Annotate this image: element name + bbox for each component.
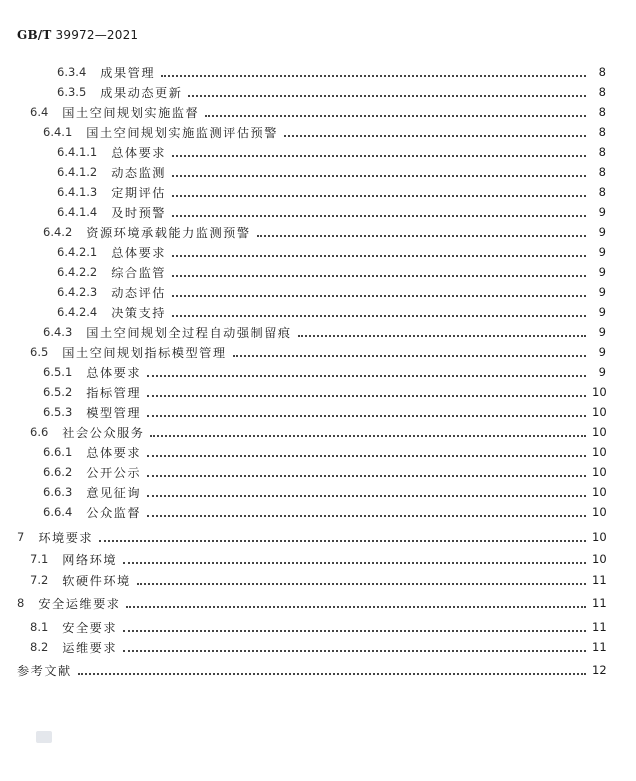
dot-leader	[147, 374, 586, 377]
document-header	[17, 28, 138, 42]
toc-entry-number: 6.4.1.1	[57, 145, 98, 159]
toc-entry-page: 9	[598, 265, 606, 279]
dot-leader	[172, 154, 586, 157]
dot-leader	[147, 454, 586, 457]
toc-entry-title: 社会公众服务	[62, 425, 145, 440]
toc-entry-title: 总体要求	[86, 365, 142, 380]
toc-entry-page: 11	[592, 620, 607, 634]
toc-entry-title: 安全运维要求	[38, 596, 121, 611]
toc-entry-title: 成果动态更新	[100, 85, 183, 100]
dot-leader	[284, 134, 586, 137]
toc-entry-title: 总体要求	[86, 445, 142, 460]
toc-entry-page: 9	[598, 225, 606, 239]
toc-entry[interactable]	[30, 422, 606, 442]
dot-leader	[99, 539, 586, 542]
toc-entry-title: 公众监督	[86, 505, 142, 520]
toc-entry[interactable]	[30, 549, 606, 569]
dot-leader	[257, 234, 586, 237]
toc-entry-page: 9	[598, 345, 606, 359]
dot-leader	[205, 114, 586, 117]
toc-entry-page: 9	[598, 365, 606, 379]
toc-entry-page: 10	[592, 385, 607, 399]
toc-entry-number: 6.4.3	[43, 325, 73, 339]
toc-entry-number: 6.6.4	[43, 505, 73, 519]
toc-entry[interactable]	[43, 122, 606, 142]
dot-leader	[161, 74, 586, 77]
standard-code: GB/T	[17, 28, 52, 42]
dot-leader	[233, 354, 586, 357]
toc-entry[interactable]	[30, 342, 606, 362]
toc-entry-title: 网络环境	[62, 552, 118, 567]
toc-entry-page: 8	[598, 185, 606, 199]
toc-entry-page: 9	[598, 205, 606, 219]
dot-leader	[298, 334, 586, 337]
dot-leader	[126, 605, 586, 608]
toc-entry[interactable]	[30, 637, 606, 657]
toc-entry-page: 10	[592, 485, 607, 499]
toc-entry-title: 国土空间规划实施监督	[62, 105, 200, 120]
toc-entry-page: 8	[598, 145, 606, 159]
toc-entry-title: 公开公示	[86, 465, 142, 480]
toc-entry-title: 指标管理	[86, 385, 142, 400]
toc-entry[interactable]	[57, 82, 606, 102]
toc-entry-number: 6.5.1	[43, 365, 73, 379]
toc-entry-number: 6.4	[30, 105, 49, 119]
dot-leader	[172, 314, 586, 317]
toc-entry[interactable]	[43, 382, 606, 402]
dot-leader	[188, 94, 586, 97]
dot-leader	[172, 274, 586, 277]
toc-entry-title: 成果管理	[100, 65, 156, 80]
toc-entry-page: 10	[592, 465, 607, 479]
toc-entry-page: 8	[598, 105, 606, 119]
toc-entry-page: 8	[598, 125, 606, 139]
toc-entry-number: 6.3.5	[57, 85, 87, 99]
toc-entry-number: 6.4.1.4	[57, 205, 98, 219]
toc-entry-page: 10	[592, 405, 607, 419]
toc-entry-page: 9	[598, 285, 606, 299]
toc-entry-page: 11	[592, 573, 607, 587]
toc-entry-number: 6.4.1.2	[57, 165, 98, 179]
toc-entry-page: 8	[598, 65, 606, 79]
toc-entry[interactable]	[57, 182, 606, 202]
toc-entry-title: 总体要求	[111, 245, 166, 260]
toc-entry[interactable]	[17, 593, 606, 613]
toc-entry-title: 参考文献	[17, 663, 72, 678]
toc-entry[interactable]	[43, 362, 606, 382]
toc-entry-number: 7	[17, 530, 25, 544]
toc-entry-title: 软硬件环境	[62, 573, 131, 588]
toc-entry-number: 6.6.3	[43, 485, 73, 499]
toc-entry-title: 综合监管	[111, 265, 166, 280]
toc-entry[interactable]	[17, 527, 606, 547]
toc-entry-page: 10	[592, 445, 607, 459]
toc-entry-number: 6.6.1	[43, 445, 73, 459]
toc-entry[interactable]	[43, 462, 606, 482]
toc-entry[interactable]	[57, 262, 606, 282]
toc-entry-title: 环境要求	[38, 530, 94, 545]
dot-leader	[172, 174, 586, 177]
toc-entry-title: 决策支持	[111, 305, 166, 320]
toc-entry-number: 6.4.1	[43, 125, 73, 139]
dot-leader	[78, 672, 586, 675]
toc-entry-references[interactable]	[17, 660, 606, 680]
toc-entry-number: 6.5.2	[43, 385, 73, 399]
toc-entry-page: 8	[598, 85, 606, 99]
dot-leader	[147, 394, 586, 397]
toc-entry-title: 意见征询	[86, 485, 142, 500]
standard-number: 39972—2021	[55, 28, 139, 42]
toc-entry-number: 8.1	[30, 620, 49, 634]
toc-entry-title: 定期评估	[111, 185, 166, 200]
toc-entry-title: 动态评估	[111, 285, 166, 300]
toc-entry-number: 8	[17, 596, 25, 610]
toc-entry-title: 资源环境承载能力监测预警	[86, 225, 251, 240]
dot-leader	[123, 649, 586, 652]
toc-entry-number: 7.1	[30, 552, 49, 566]
toc-entry-page: 10	[592, 505, 607, 519]
toc-entry[interactable]	[30, 570, 606, 590]
toc-entry-number: 6.4.2.2	[57, 265, 98, 279]
toc-entry-page: 9	[598, 325, 606, 339]
toc-entry-title: 总体要求	[111, 145, 166, 160]
toc-entry[interactable]	[57, 142, 606, 162]
dot-leader	[172, 194, 586, 197]
toc-entry-page: 11	[592, 640, 607, 654]
toc-entry[interactable]	[57, 62, 606, 82]
toc-entry-number: 7.2	[30, 573, 49, 587]
toc-entry-number: 6.6.2	[43, 465, 73, 479]
toc-entry-page: 11	[592, 596, 607, 610]
toc-entry-title: 国土空间规划指标模型管理	[62, 345, 227, 360]
watermark-mark	[36, 731, 52, 743]
toc-entry[interactable]	[43, 442, 606, 462]
dot-leader	[172, 254, 586, 257]
toc-entry[interactable]	[43, 482, 606, 502]
toc-entry[interactable]	[57, 242, 606, 262]
toc-entry-number: 6.3.4	[57, 65, 87, 79]
toc-entry-page: 10	[592, 552, 607, 566]
toc-entry[interactable]	[43, 322, 606, 342]
dot-leader	[147, 494, 586, 497]
toc-entry-title: 模型管理	[86, 405, 142, 420]
toc-entry-page: 8	[598, 165, 606, 179]
dot-leader	[172, 214, 586, 217]
toc-entry-page: 9	[598, 305, 606, 319]
toc-entry[interactable]	[30, 102, 606, 122]
dot-leader	[172, 294, 586, 297]
toc-entry[interactable]	[57, 282, 606, 302]
dot-leader	[137, 582, 586, 585]
toc-entry-number: 6.4.2.4	[57, 305, 98, 319]
dot-leader	[147, 474, 586, 477]
toc-entry[interactable]	[57, 202, 606, 222]
toc-entry[interactable]	[57, 162, 606, 182]
dot-leader	[147, 414, 586, 417]
toc-entry-title: 运维要求	[62, 640, 118, 655]
toc-entry-number: 6.5	[30, 345, 49, 359]
toc-entry-title: 动态监测	[111, 165, 166, 180]
dot-leader	[150, 434, 586, 437]
toc-entry-number: 6.4.2.1	[57, 245, 98, 259]
toc-entry-number: 6.4.1.3	[57, 185, 98, 199]
toc-entry-page: 9	[598, 245, 606, 259]
toc-entry-number: 6.4.2.3	[57, 285, 98, 299]
toc-entry-title: 国土空间规划实施监测评估预警	[86, 125, 278, 140]
toc-entry[interactable]	[43, 402, 606, 422]
toc-entry-page: 10	[592, 425, 607, 439]
toc-entry-page: 12	[592, 663, 607, 677]
toc-entry[interactable]	[43, 222, 606, 242]
toc-entry[interactable]	[57, 302, 606, 322]
toc-entry-number: 6.4.2	[43, 225, 73, 239]
toc-entry[interactable]	[30, 617, 606, 637]
toc-entry-number: 6.5.3	[43, 405, 73, 419]
toc-entry-number: 6.6	[30, 425, 49, 439]
toc-entry-title: 国土空间规划全过程自动强制留痕	[86, 325, 292, 340]
toc-entry-title: 及时预警	[111, 205, 166, 220]
dot-leader	[123, 561, 586, 564]
dot-leader	[123, 629, 586, 632]
toc-entry-page: 10	[592, 530, 607, 544]
dot-leader	[147, 514, 586, 517]
toc-entry[interactable]	[43, 502, 606, 522]
toc-entry-number: 8.2	[30, 640, 49, 654]
toc-entry-title: 安全要求	[62, 620, 118, 635]
